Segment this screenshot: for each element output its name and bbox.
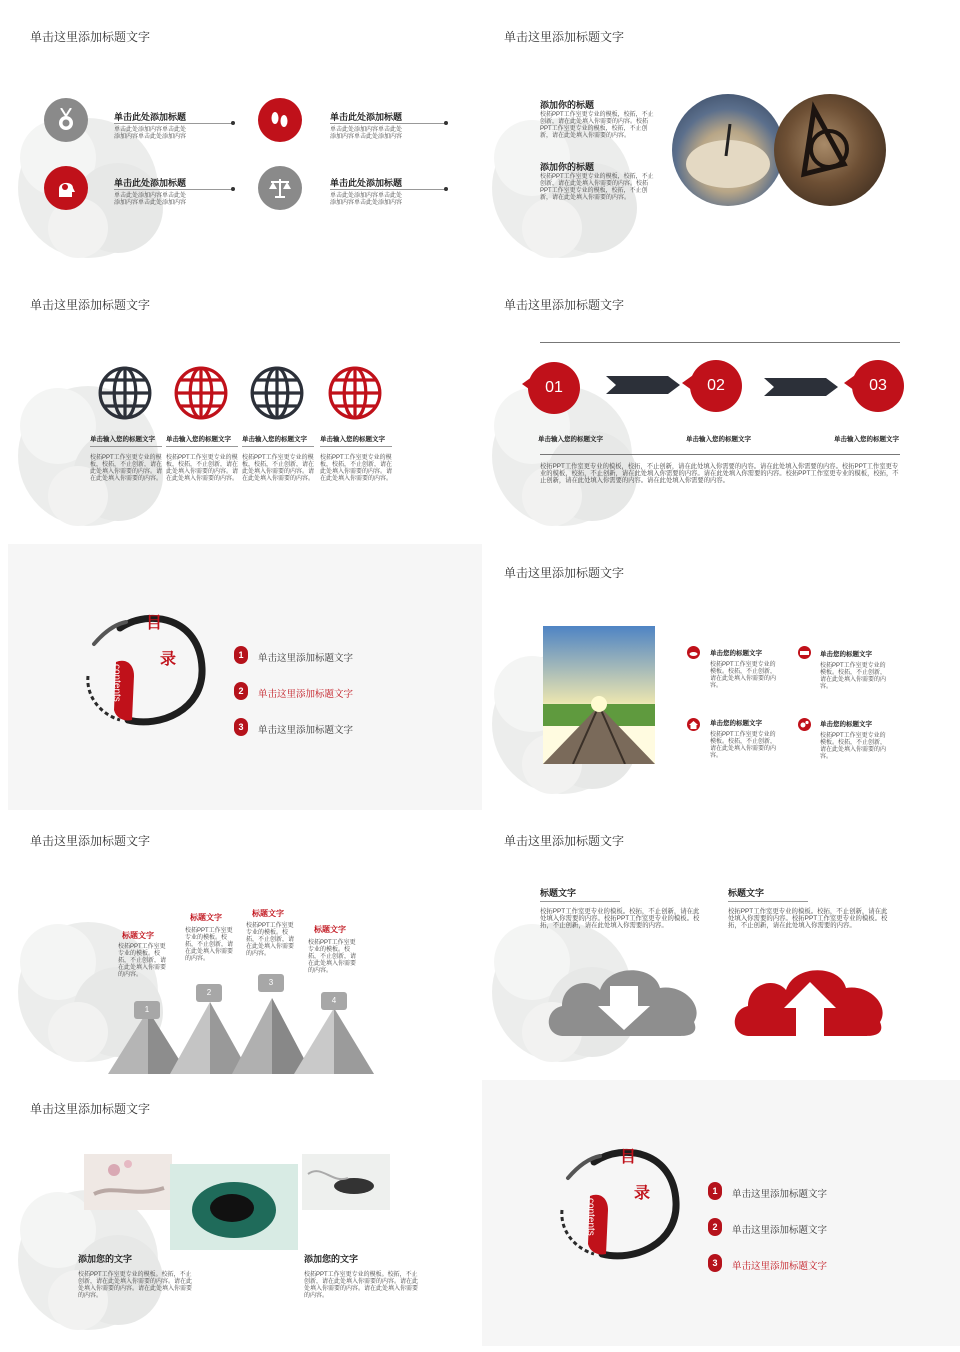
- mu-char: 目: [146, 613, 163, 632]
- ink-bird-painting: [84, 1154, 172, 1210]
- slide-title: 单击这里添加标题文字: [30, 834, 151, 848]
- slide-5-contents[interactable]: [8, 544, 486, 810]
- dot: [444, 121, 448, 125]
- home-icon: [687, 718, 700, 731]
- step-arrow-tip: [682, 373, 696, 393]
- step-label: 单击输入您的标题文字: [686, 436, 751, 443]
- item-heading: 单击您的标题文字: [710, 720, 762, 727]
- num-badge: 3: [234, 718, 248, 736]
- step-number: 1: [134, 1001, 160, 1019]
- chevron-arrow-icon: [764, 378, 838, 396]
- footprints-icon: [258, 98, 302, 142]
- sundial-photo: [672, 94, 784, 206]
- step-arrow-tip: [844, 373, 858, 393]
- dot: [231, 187, 235, 191]
- step-body: 校拓PPT工作室更专业的模板。校拓，不止创新，请在此处填入你需要的内容。: [118, 944, 167, 978]
- slide-title: 单击这里添加标题文字: [504, 566, 625, 580]
- step-heading: 标题文字: [190, 913, 222, 922]
- item-body: 单击此处添加内容单击此处 添加内容单击此处添加内容: [330, 193, 403, 206]
- car-icon: [798, 646, 811, 659]
- cloud-download-icon: [544, 964, 704, 1036]
- item-body: 校拓PPT工作室更专业的模板，校拓，不止创新，请在此处填入你需要的内容。校拓PPT工作室更专业的模板，校拓，不止创新，请在此处填入你需要的内容。: [540, 174, 654, 201]
- step-number: 4: [321, 992, 347, 1010]
- contents-item[interactable]: 单击这里添加标题文字: [258, 725, 354, 736]
- num-badge: 1: [708, 1182, 722, 1200]
- column-4: 单击输入您的标题文字 校拓PPT工作室更专业的模板，校拓，不止创新，请在此处填入你需要的内容。请在此处填入你需要的内容。: [320, 436, 393, 482]
- medal-icon: [44, 98, 88, 142]
- item-body: 校拓PPT工作室更专业的模板。校拓，不止创新，请在此处填入你需要的内容。: [710, 662, 777, 689]
- item-body: 校拓PPT工作室更专业的模板。校拓，不止创新，请在此处填入你需要的内容。校拓PPT工作室更专业的模板。校拓，不止创新，请在此处填入你需要的内容。: [728, 908, 888, 929]
- step-body: 校拓PPT工作室更专业的模板。校拓，不止创新，请在此处填入你需要的内容。: [185, 928, 234, 962]
- item-body: 单击此处添加内容单击此处 添加内容单击此处添加内容: [330, 127, 403, 140]
- slide-9[interactable]: [8, 1080, 486, 1346]
- slide-title: 单击这里添加标题文字: [504, 298, 625, 312]
- lu-char: 录: [634, 1183, 651, 1202]
- ink-stone-painting: [302, 1154, 390, 1210]
- divider: [114, 123, 234, 124]
- step-arrow-tip: [522, 374, 536, 394]
- step-body: 校拓PPT工作室更专业的模板。校拓，不止创新，请在此处填入你需要的内容。: [308, 940, 357, 974]
- bottom-rule: [540, 454, 900, 455]
- contents-item[interactable]: 单击这里添加标题文字: [732, 1225, 828, 1236]
- contents-item-active[interactable]: 单击这里添加标题文字: [258, 689, 354, 700]
- item-heading: 单击您的标题文字: [710, 650, 762, 657]
- item-heading: 单击此处添加标题: [330, 112, 403, 122]
- num-badge: 3: [708, 1254, 722, 1272]
- slide-1[interactable]: [8, 8, 486, 274]
- dot: [231, 121, 235, 125]
- step-number: 2: [196, 984, 222, 1002]
- item-heading: 单击您的标题文字: [820, 651, 872, 658]
- divider: [330, 123, 446, 124]
- lu-char: 录: [160, 649, 177, 668]
- num-badge: 2: [234, 682, 248, 700]
- column-2: 单击输入您的标题文字 校拓PPT工作室更专业的模板，校拓，不止创新，请在此处填入你需要的内容。请在此处填入你需要的内容。: [166, 436, 239, 482]
- step-2-circle: 02: [690, 360, 742, 412]
- step-body: 校拓PPT工作室更专业的模板，校拓，不止创新，请在此处填入你需要的内容。请在此处填入你需要的内容。校拓PPT工作室更专业的模板，校拓，不止创新，请在此处填入你需要的内容。请在此处填入你需要的内容。校拓PPT工作室更专业的模板，校拓，不止创新，请在此处填入你需要的内容。请在此处填入你需要的内容。: [540, 463, 899, 484]
- jade-ink-painting: [170, 1164, 298, 1250]
- item-body: 校拓PPT工作室更专业的模板。校拓，不止创新，请在此处填入你需要的内容。校拓PPT工作室更专业的模板。校拓，不止创新，请在此处填入你需要的内容。: [540, 908, 700, 929]
- slide-title: 单击这里添加标题文字: [30, 30, 151, 44]
- item-heading: 标题文字: [728, 888, 765, 898]
- item-body: 校拓PPT工作室更专业的模板，校拓，不止创新，请在此处填入你需要的内容。校拓PPT工作室更专业的模板，校拓，不止创新，请在此处填入你需要的内容。: [540, 112, 654, 139]
- item-body: 单击此处添加内容单击此处 添加内容单击此处添加内容: [114, 193, 187, 206]
- column-3: 单击输入您的标题文字 校拓PPT工作室更专业的模板，校拓，不止创新，请在此处填入你需要的内容。请在此处填入你需要的内容。: [242, 436, 315, 482]
- slide-4[interactable]: [482, 276, 960, 542]
- step-heading: 标题文字: [252, 909, 284, 918]
- item-heading: 标题文字: [540, 888, 577, 898]
- slide-title: 单击这里添加标题文字: [30, 1102, 151, 1116]
- divider: [728, 901, 808, 902]
- contents-item[interactable]: 单击这里添加标题文字: [732, 1189, 828, 1200]
- step-heading: 标题文字: [122, 931, 154, 940]
- slide-title: 单击这里添加标题文字: [504, 30, 625, 44]
- contents-label: contents: [111, 664, 122, 702]
- scale-icon: [258, 166, 302, 210]
- num-badge: 1: [234, 646, 248, 664]
- slide-title: 单击这里添加标题文字: [30, 298, 151, 312]
- divider: [330, 189, 446, 190]
- armillary-photo: [774, 94, 886, 206]
- chevron-arrow-icon: [606, 376, 680, 394]
- divider: [540, 901, 620, 902]
- railway-photo: [543, 626, 655, 764]
- step-label: 单击输入您的标题文字: [538, 436, 603, 443]
- step-3-circle: 03: [852, 360, 904, 412]
- globe-icon: [174, 366, 228, 420]
- cloud-upload-icon: [730, 964, 890, 1036]
- ink-circle-icon: [554, 1144, 684, 1264]
- num-badge: 2: [708, 1218, 722, 1236]
- item-body: 校拓PPT工作室更专业的模板。校拓，不止创新，请在此处填入你需要的内容。请在此处填入你需要的内容。请在此处填入你需要的内容。: [78, 1272, 193, 1299]
- dot: [444, 187, 448, 191]
- item-body: 校拓PPT工作室更专业的模板。校拓，不止创新，请在此处填入你需要的内容。请在此处填入你需要的内容。请在此处填入你需要的内容。: [304, 1272, 419, 1299]
- item-body: 校拓PPT工作室更专业的模板。校拓，不止创新，请在此处填入你需要的内容。: [820, 663, 887, 690]
- step-label: 单击输入您的标题文字: [834, 436, 899, 443]
- slide-7[interactable]: [8, 812, 486, 1078]
- slide-title: 单击这里添加标题文字: [504, 834, 625, 848]
- head-gear-icon: [44, 166, 88, 210]
- contents-label: contents: [585, 1198, 596, 1236]
- item-heading: 单击此处添加标题: [114, 178, 187, 188]
- item-heading: 添加你的标题: [540, 100, 595, 110]
- item-body: 单击此处添加内容单击此处 添加内容单击此处添加内容: [114, 127, 187, 140]
- step-heading: 标题文字: [314, 925, 346, 934]
- globe-icon: [328, 366, 382, 420]
- item-heading: 添加您的文字: [304, 1254, 359, 1264]
- item-heading: 单击您的标题文字: [820, 721, 872, 728]
- contents-item[interactable]: 单击这里添加标题文字: [258, 653, 354, 664]
- mu-char: 目: [620, 1147, 637, 1166]
- slide-6[interactable]: [482, 544, 960, 810]
- globe-icon: [250, 366, 304, 420]
- step-body: 校拓PPT工作室更专业的模板。校拓，不止创新，请在此处填入你需要的内容。: [246, 923, 295, 957]
- item-heading: 添加你的标题: [540, 162, 595, 172]
- item-body: 校拓PPT工作室更专业的模板。校拓，不止创新，请在此处填入你需要的内容。: [710, 732, 777, 759]
- slide-10-contents[interactable]: [482, 1080, 960, 1346]
- step-number: 3: [258, 974, 284, 992]
- item-body: 校拓PPT工作室更专业的模板。校拓，不止创新，请在此处填入你需要的内容。: [820, 733, 887, 760]
- item-heading: 添加您的文字: [78, 1254, 133, 1264]
- item-heading: 单击此处添加标题: [114, 112, 187, 122]
- top-rule: [540, 342, 900, 343]
- slide-8[interactable]: [482, 812, 960, 1078]
- ink-circle-icon: [80, 610, 210, 730]
- slide-2[interactable]: [482, 8, 960, 274]
- slide-3[interactable]: [8, 276, 486, 542]
- gears-icon: [798, 718, 811, 731]
- cloud-icon: [687, 646, 700, 659]
- globe-icon: [98, 366, 152, 420]
- column-1: 单击输入您的标题文字 校拓PPT工作室更专业的模板，校拓，不止创新，请在此处填入你需要的内容。请在此处填入你需要的内容。: [90, 436, 163, 482]
- step-1-circle: 01: [528, 362, 580, 414]
- item-heading: 单击此处添加标题: [330, 178, 403, 188]
- contents-item-active[interactable]: 单击这里添加标题文字: [732, 1261, 828, 1272]
- divider: [114, 189, 234, 190]
